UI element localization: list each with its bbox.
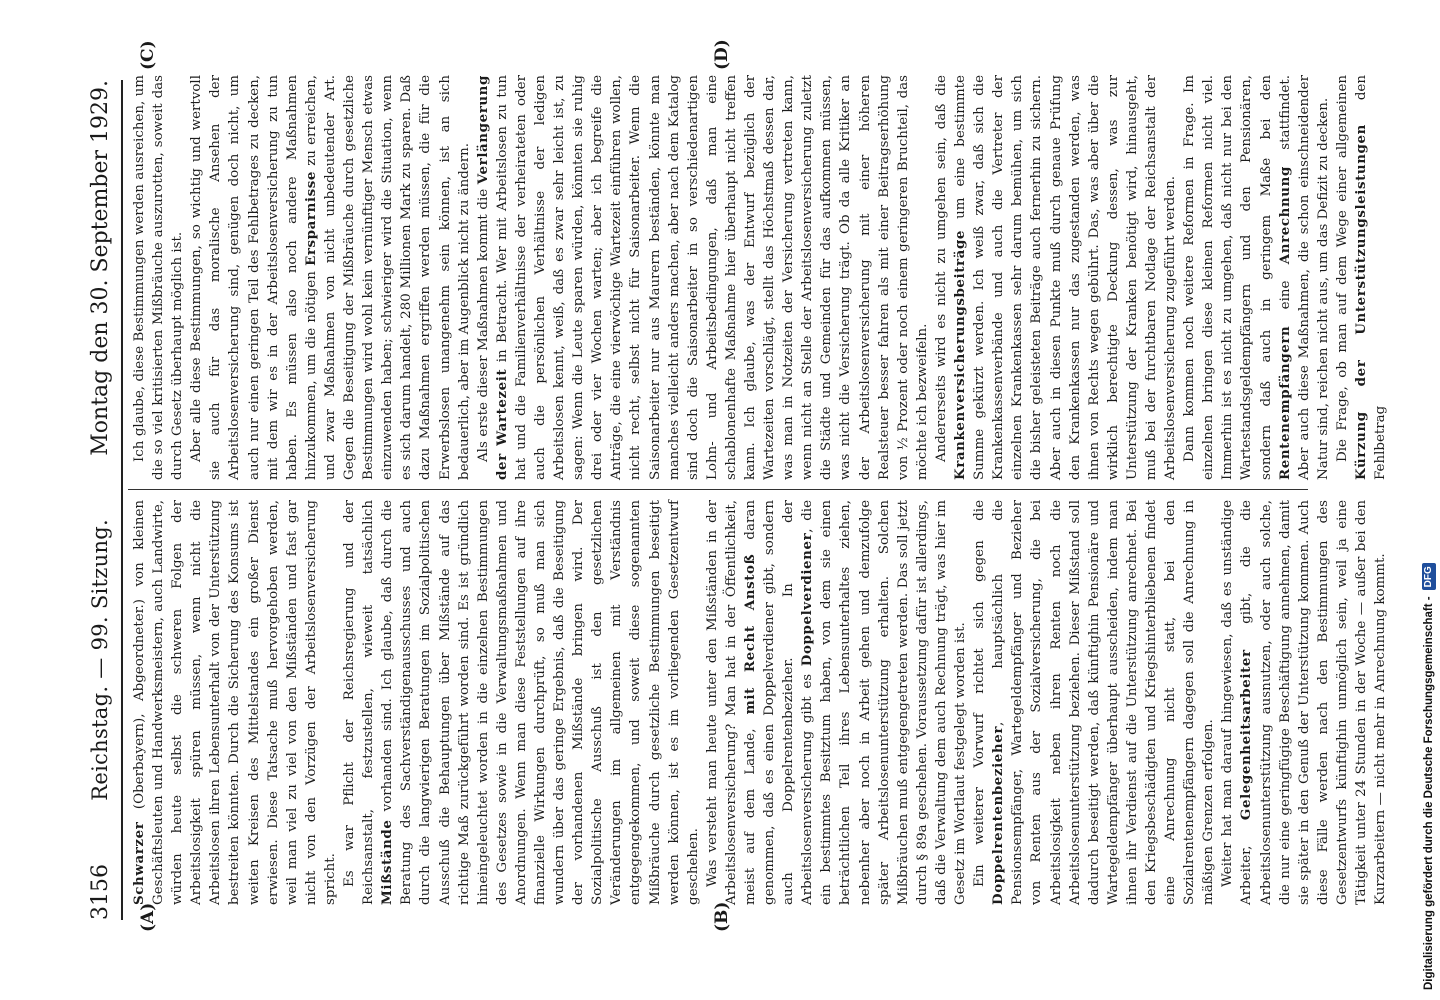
paragraph: Andererseits wird es nicht zu umgehen sein, daß die Krankenversicherungsbeiträge um eine bestimmte Summe gekürzt werden. Ich weiß zwar, daß sich die Krankenkassenverbände und auch die Vertreter der einzelnen Krankenkassen sehr darum bemühen, um sich die bisher geleisteten Beiträge auch fernerhin zu sichern. Aber auch in diesen Punkte muß durch genaue Prüfung den Krankenkassen nur das zugestanden werden, was ihnen von Rechts wegen gebührt. Das, was aber über die wirklich berechtigte Deckung dessen, was zur Unterstützung der Kranken benötigt wird, hinausgeht, muß bei der furchtbaren Notlage der Reichsanstalt der Arbeitslosenversicherung zugeführt werden. <box>933 75 1179 480</box>
paragraph: Dann kommen noch weitere Reformen in Frage. Im einzelnen bringen diese kleinen Reformen nicht viel. Immerhin ist es nicht zu umgehen, daß nicht nur bei den Wartestandsgeldempfängern und den Pensionären, sondern daß auch in geringem Maße bei den Rentenempfängern eine Anrechnung stattfindet. Aber auch diese Maßnahmen, die schon einschneidender Natur sind, reichen nicht aus, um das Defizit zu decken. <box>1182 75 1331 480</box>
paragraph: Schwarzer (Oberbayern), Abgeordneter.) von kleinen Geschäftsleuten und Handwerksmeistern, auch Landwirte, würden heute selbst die schweren Folgen der Arbeitslosigkeit spüren müssen, wenn nicht die Arbeitslosen ihren Lebensunterhalt von der Unterstützung bestreiten könnten. Durch die Sicherung des Konsums ist weiten Kreisen des Mittelstandes ein großer Dienst erwiesen. Diese Tatsache muß hervorgehoben werden, weil man viel zu viel von den Mißständen und fast gar nicht von den Vorzügen der Arbeitslosenversicherung spricht. <box>131 500 338 905</box>
column-divider <box>128 489 1308 490</box>
margin-marker-d: (D) <box>712 39 732 70</box>
speaker-name: Schwarzer <box>131 821 147 905</box>
paragraph: Die Frage, ob man auf dem Wege einer allgemeinen Kürzung der Unterstützungsleistungen den Fehlbetrag <box>1334 75 1389 480</box>
left-column <box>130 500 1389 905</box>
session-date: Montag den 30. September 1929. <box>87 80 113 456</box>
paragraph: Es war Pflicht der Reichsregierung und der Reichsanstalt, festzustellen, wieweit tatsächlich Mißstände vorhanden sind. Ich glaube, daß durch die Beratung des Sachverständigenausschusses und auch durch die langwierigen Beratungen im Sozialpolitischen Ausschuß die Behauptungen über Mißstände auf das richtige Maß zurückgeführt worden sind. Es ist gründlich hineingeleuchtet worden in die einzelnen Bestimmungen des Gesetzes sowie in die Verwaltungsmaßnahmen und Anordnungen. Wenn man diese Feststellungen auf ihre finanzielle Wirkungen durchprüft, so muß man sich wundern über das geringe Ergebnis, daß die Beseitigung der vorhandenen Mißstände bringen wird. Der Sozialpolitische Ausschuß ist den gesetzlichen Veränderungen im allgemeinen mit Verständnis entgegengekommen, und soweit diese sogenannten Mißbräuche durch gesetzliche Bestimmungen beseitigt werden können, ist es im vorliegenden Gesetzentwurf geschehen. <box>342 500 701 905</box>
paragraph: Ich glaube, diese Bestimmungen werden ausreichen, um die so viel kritisierten Mißbräuche auszurotten, soweit das durch Gesetz überhaupt möglich ist. <box>132 75 186 480</box>
margin-marker-a: (A) <box>138 902 158 932</box>
paragraph: Als erste dieser Maßnahmen kommt die Verlängerung der Wartezeit in Betracht. Wer mit Arbeitslosen zu tun hat und die Familienverhältnisse der verheirateten oder auch die persönlichen Verhältnisse der ledigen Arbeitslosen kennt, weiß, daß es zwar sehr leicht ist, zu sagen: Wenn die Leute sparen würden, könnten sie ruhig drei oder vier Wochen warten; aber ich begreife die Anträge, die eine vierwöchige Wartezeit einführen wollen, nicht recht, selbst nicht für Saisonarbeiter. Wenn die Saisonarbeiter nur aus Maurern beständen, könnte man manches vielleicht anders machen, aber nach dem Katalog sind doch die Saisonarbeiter in so verschiedenartigen Lohn- und Arbeitsbedingungen, daß man eine schablonenhafte Maßnahme hier überhaupt nicht treffen kann. Ich glaube, was der Entwurf bezüglich der Wartezeiten vorschlägt, stellt das Höchstmaß dessen dar, was man in Notzeiten der Versicherung vertreten kann, wenn nicht an Stelle der Arbeitslosenversicherung zuletzt die Städte und Gemeinden für das aufkommen müssen, was nicht die Versicherung trägt. Ob da alle Kritiker an der Arbeitslosenversicherung mit einer höheren Realsteuer besser fahren als mit einer Beitragserhöhung von ½ Prozent oder noch einem geringeren Bruchteil, das möchte ich bezweifeln. <box>474 75 930 480</box>
paragraph: Aber alle diese Bestimmungen, so wichtig und wertvoll sie auch für das moralische Ansehen der Arbeitslosenversicherung sind, genügen doch nicht, um auch nur einen geringen Teil des Fehlbetrages zu decken, mit dem wir es in der Arbeitslosenversicherung zu tun haben. Es müssen also noch andere Maßnahmen hinzukommen, um die nötigen Ersparnisse zu erreichen, und zwar Maßnahmen von nicht unbedeutender Art. Gegen die Beseitigung der Mißbräuche durch gesetzliche Bestimmungen wird wohl kein vernünftiger Mensch etwas einzuwenden haben; schwieriger wird die Situation, wenn es sich darum handelt, 280 Millionen Mark zu sparen. Daß dazu Maßnahmen ergriffen werden müssen, die für die Erwerbslosen unangenehm sein können, ist an sich bedauerlich, aber im Augenblick nicht zu ändern. <box>189 75 472 480</box>
header-rule <box>121 80 123 920</box>
margin-marker-c: (C) <box>138 40 158 70</box>
session-title: Reichstag. — 99. Sitzung. <box>88 518 112 801</box>
paragraph: Was versteht man heute unter den Mißständen in der Arbeitslosenversicherung? Man hat in der Öffentlichkeit, meist auf dem Lande, mit Recht Anstoß daran genommen, daß es einen Doppelverdiener gibt, sondern auch Doppelrentenbezieher. In der Arbeitslosenversicherung gibt es Doppelverdiener, die ein bestimmtes Besitztum haben, von dem sie einen beträchtlichen Teil ihres Lebensunterhaltes ziehen, nebenher aber noch in Arbeit gehen und demzufolge später Arbeitslosenunterstützung erhalten. Solchen Mißbräuchen muß entgegengetreten werden. Das soll jetzt durch § 89a geschehen. Voraussetzung dafür ist allerdings, daß die Verwaltung dem auch Rechnung trägt, was hier im Gesetz im Wortlaut festgelegt worden ist. <box>704 500 969 905</box>
page-number: 3156 <box>87 864 113 920</box>
margin-marker-b: (B) <box>712 901 732 932</box>
page-header <box>80 80 120 920</box>
paragraph: Ein weiterer Vorwurf richtet sich gegen die Doppelrentenbezieher, hauptsächlich die Pensionsempfänger, Wartegeldempfänger und Bezieher von Renten aus der Sozialversicherung, die bei Arbeitslosigkeit neben ihren Renten noch die Arbeitslosenunterstützung beziehen. Dieser Mißstand soll dadurch beseitigt werden, daß künftighin Pensionäre und Wartegeldempfänger überhaupt ausscheiden, indem man ihnen ihr Verdienst auf die Unterstützung anrechnet. Bei den Kriegsbeschädigten und Kriegshinterbliebenen findet eine Anrechnung nicht statt, bei den Sozialrentenempfängern dagegen soll die Anrechnung in mäßigen Grenzen erfolgen. <box>972 500 1217 905</box>
right-column <box>130 75 1389 480</box>
paragraph: Weiter hat man darauf hingewiesen, daß es unständige Arbeiter, Gelegenheitsarbeiter gibt, die die Arbeitslosenunterstützung ausnutzen, oder auch solche, die nur eine geringfügige Beschäftigung annehmen, damit sie später in den Genuß der Unterstützung kommen. Auch diese Fälle werden nach den Bestimmungen des Gesetzentwurfs künftighin unmöglich sein, weil ja eine Tätigkeit unter 24 Stunden in der Woche — außer bei den Kurzarbeitern — nicht mehr in Anrechnung kommt. <box>1220 500 1389 905</box>
digitization-credit <box>1418 10 1440 990</box>
dfg-logo: DFG <box>1422 563 1436 590</box>
credit-text: Digitalisierung gefördert durch die Deutsche Forschungsgemeinschaft - <box>1423 596 1435 990</box>
